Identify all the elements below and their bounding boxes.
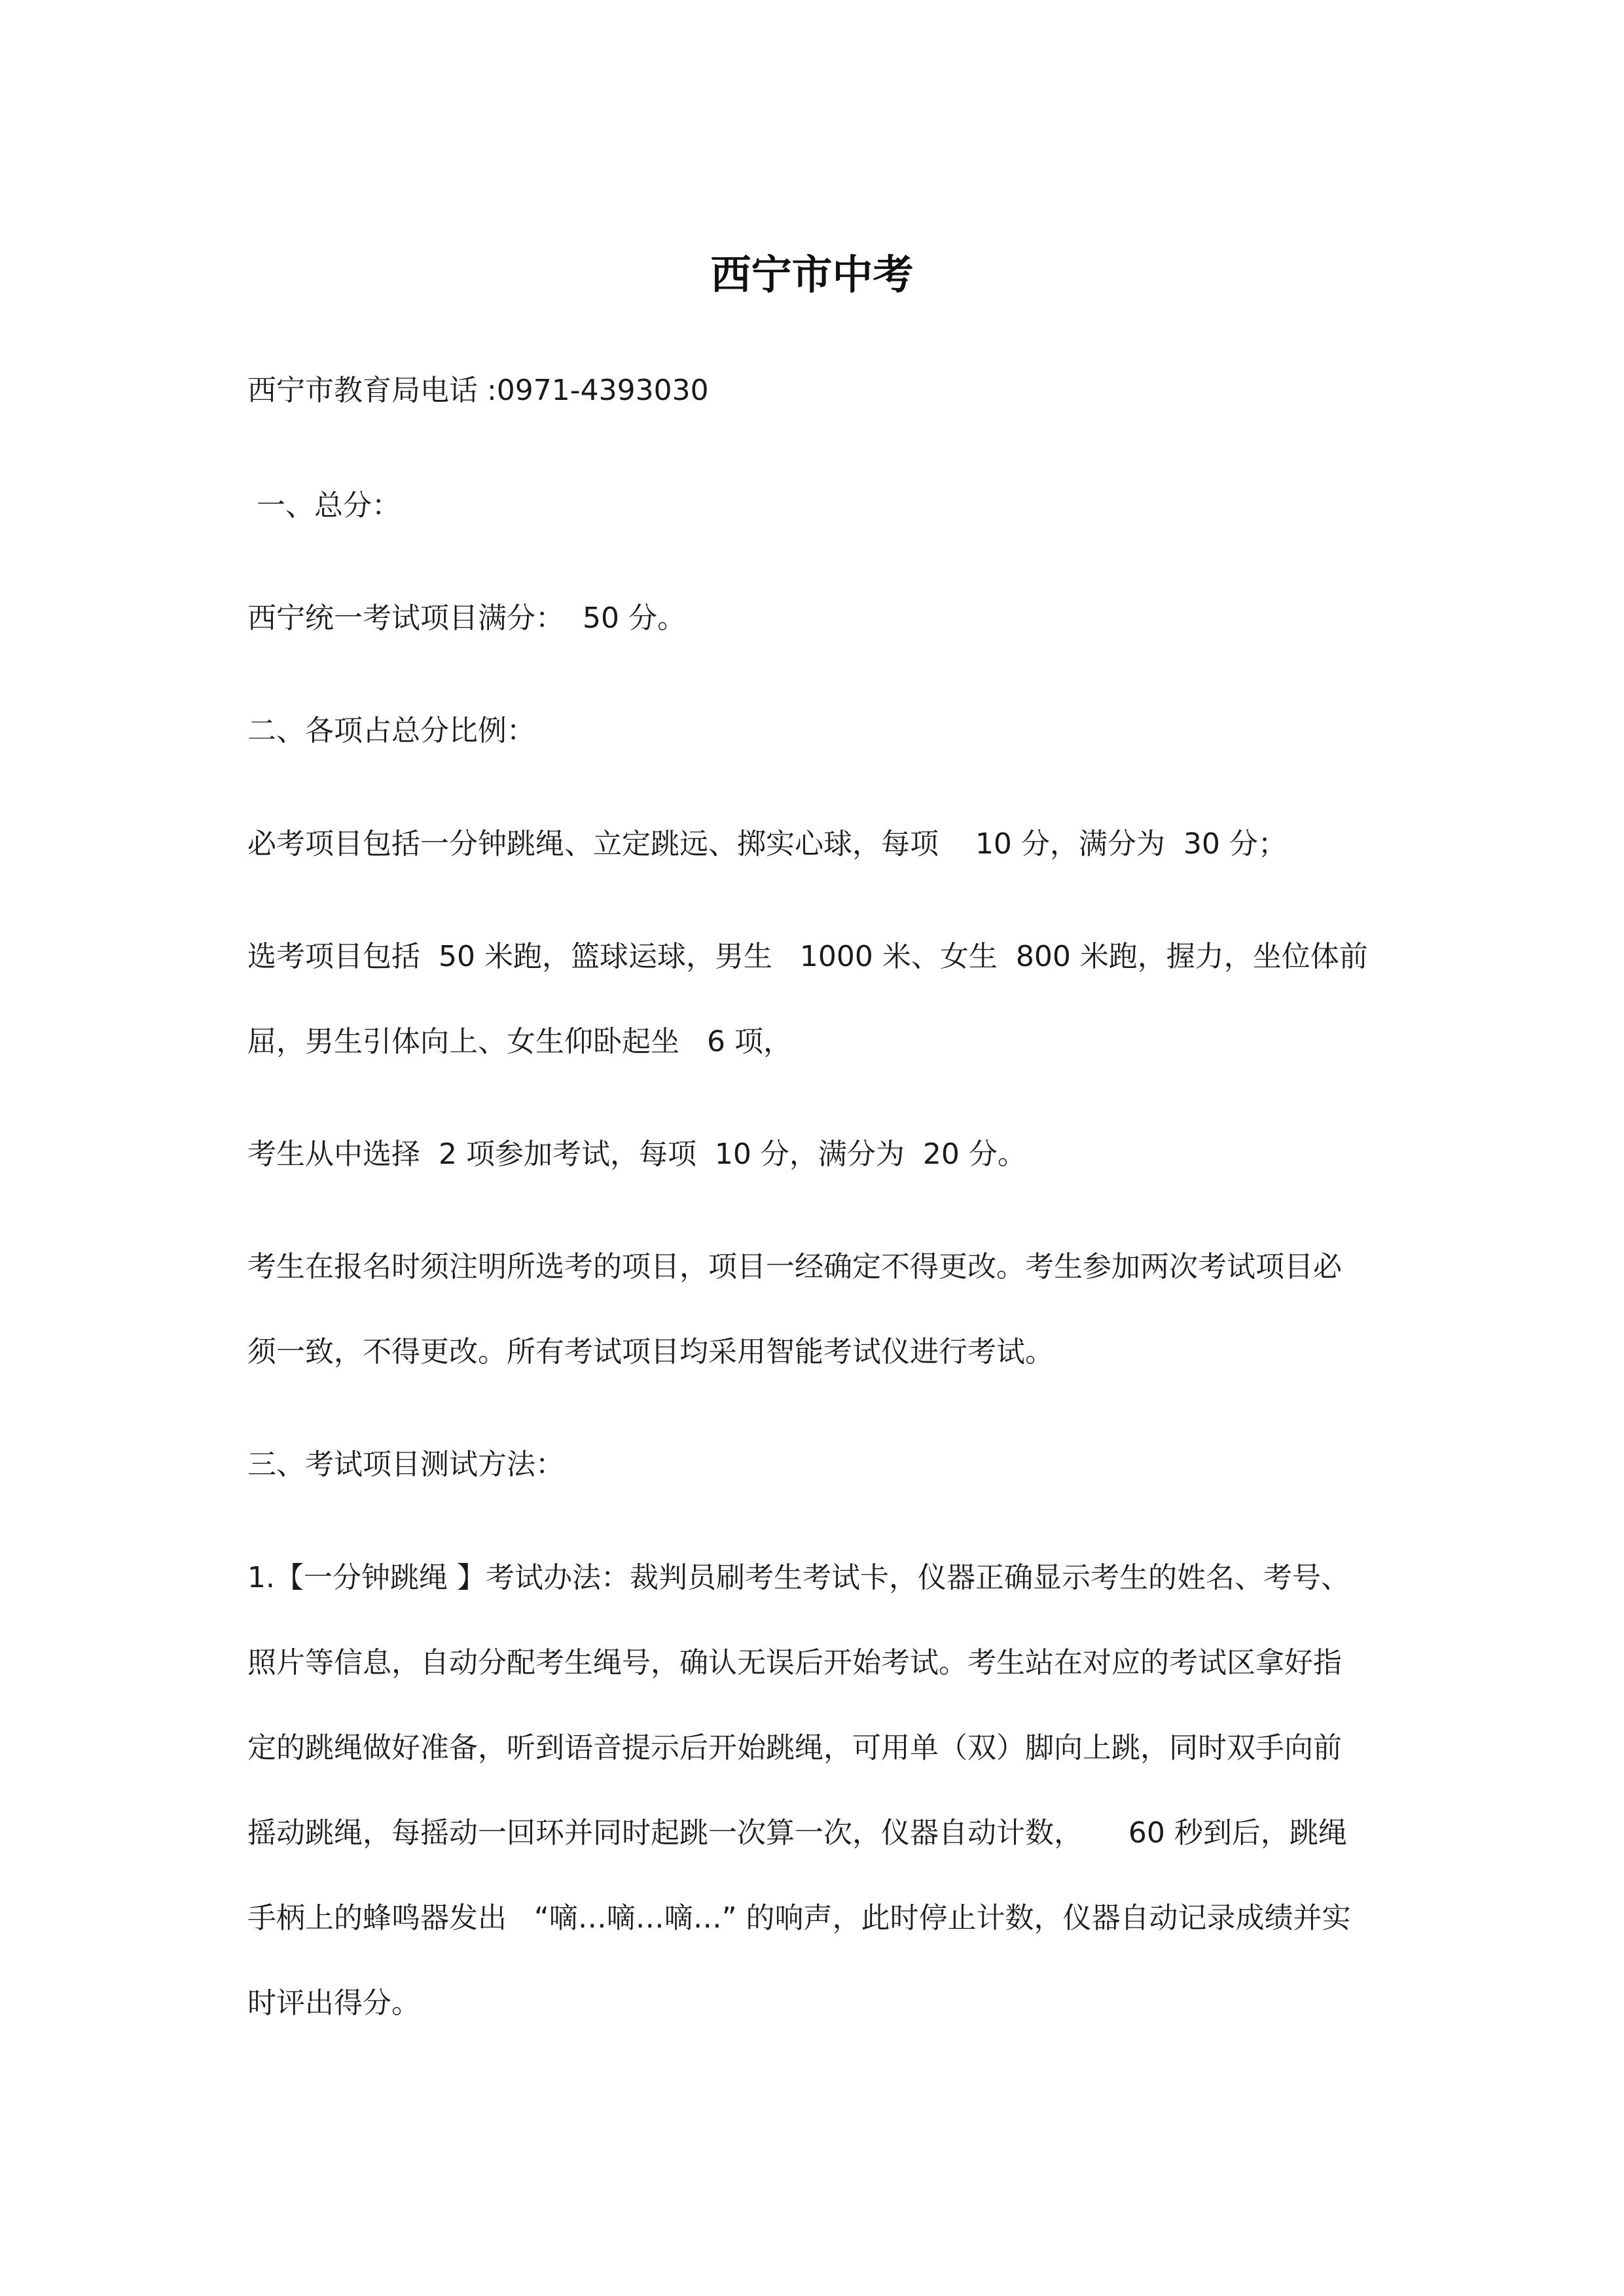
- phone-line: 西宁市教育局电话 :0971-4393030: [247, 374, 709, 407]
- total-score-line: 西宁统一考试项目满分： 50 分。: [247, 601, 686, 635]
- method-paragraph-line: 定的跳绳做好准备，听到语音提示后开始跳绳，可用单（双）脚向上跳，同时双手向前: [247, 1731, 1342, 1765]
- note-paragraph-line: 须一致，不得更改。所有考试项目均采用智能考试仪进行考试。: [247, 1335, 1054, 1369]
- elective-items-line: 选考项目包括 50 米跑，篮球运球，男生 1000 米、女生 800 米跑，握力，坐位体前: [247, 940, 1368, 973]
- section-heading-methods: 三、考试项目测试方法：: [247, 1448, 564, 1481]
- method-paragraph-line: 摇动跳绳，每摇动一回环并同时起跳一次算一次，仪器自动计数， 60 秒到后，跳绳: [247, 1816, 1347, 1850]
- choose-items-line: 考生从中选择 2 项参加考试，每项 10 分，满分为 20 分。: [247, 1138, 1026, 1171]
- method-paragraph-line: 时评出得分。: [247, 1986, 420, 2020]
- elective-items-line: 屈，男生引体向上、女生仰卧起坐 6 项，: [247, 1025, 792, 1058]
- method-paragraph-line: 1.【一分钟跳绳 】考试办法：裁判员刷考生考试卡，仪器正确显示考生的姓名、考号、: [247, 1561, 1350, 1594]
- required-items-line: 必考项目包括一分钟跳绳、立定跳远、掷实心球，每项 10 分，满分为 30 分；: [247, 827, 1287, 861]
- page-title: 西宁市中考: [710, 251, 914, 298]
- method-paragraph-line: 手柄上的蜂鸣器发出 “嘀…嘀…嘀…” 的响声，此时停止计数，仪器自动记录成绩并实: [247, 1901, 1351, 1935]
- method-paragraph-line: 照片等信息，自动分配考生绳号，确认无误后开始考试。考生站在对应的考试区拿好指: [247, 1646, 1342, 1679]
- section-heading-total: 一、总分：: [247, 489, 401, 522]
- note-paragraph-line: 考生在报名时须注明所选考的项目，项目一经确定不得更改。考生参加两次考试项目必: [247, 1250, 1342, 1283]
- section-heading-ratio: 二、各项占总分比例：: [247, 714, 535, 747]
